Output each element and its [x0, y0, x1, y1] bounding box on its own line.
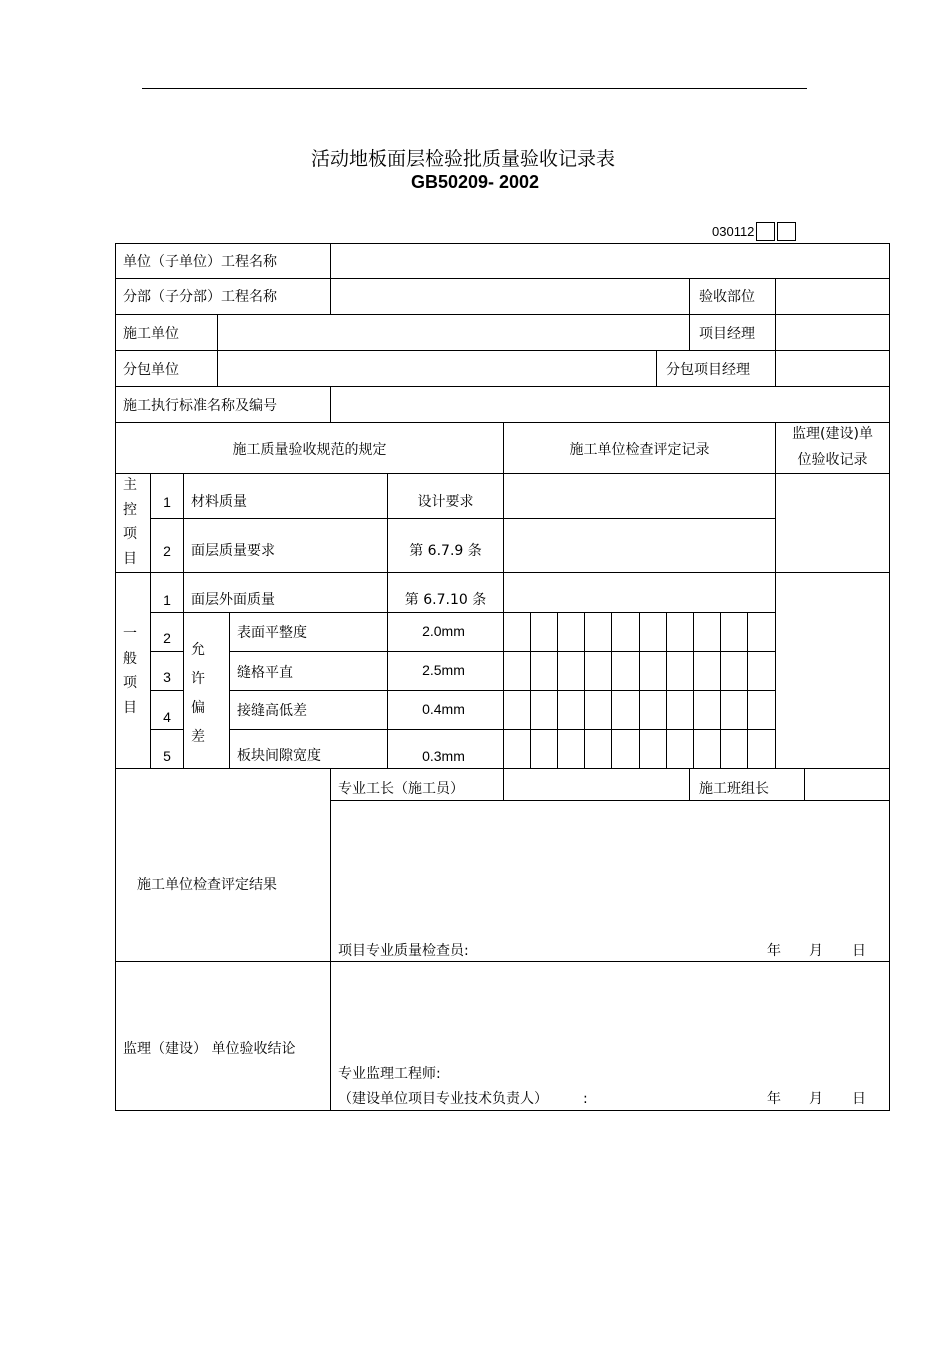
- tolerance-item-no: 4: [163, 709, 171, 725]
- tolerance-item-req: 2.5mm: [422, 662, 465, 678]
- main-control-item-req: 第 6.7.9 条: [409, 543, 482, 559]
- table-line: [330, 800, 890, 801]
- table-line: [115, 243, 116, 1111]
- table-line: [720, 612, 721, 768]
- general-item-no: 1: [163, 592, 171, 608]
- acceptance-part-label: 验收部位: [699, 289, 755, 305]
- table-line: [183, 612, 184, 768]
- table-line: [693, 612, 694, 768]
- table-line: [150, 690, 184, 691]
- tolerance-item-name: 缝格平直: [237, 665, 293, 681]
- owner-rep-signature-label: （建设单位项目专业技术负责人）: [338, 1091, 548, 1107]
- conclusion-month-label: 月: [809, 1091, 823, 1107]
- table-line: [330, 768, 331, 1111]
- table-line: [115, 961, 890, 962]
- table-line: [150, 518, 776, 519]
- tolerance-item-no: 2: [163, 630, 171, 646]
- table-line: [115, 350, 890, 351]
- table-line: [115, 243, 890, 244]
- tolerance-item-no: 3: [163, 669, 171, 685]
- table-line: [150, 612, 776, 613]
- inspection-day-label: 日: [852, 943, 866, 959]
- project-manager-label: 项目经理: [699, 326, 755, 342]
- construction-result-label: 施工单位检查评定结果: [137, 877, 277, 893]
- table-line: [183, 473, 184, 612]
- table-line: [775, 278, 776, 350]
- construction-unit-label: 施工单位: [123, 326, 179, 342]
- table-line: [557, 612, 558, 768]
- general-label: 一 般 项 目: [123, 626, 137, 716]
- foreman-label: 专业工长（施工员）: [338, 781, 464, 797]
- main-control-item-name: 材料质量: [191, 494, 247, 510]
- subcontract-manager-label: 分包项目经理: [666, 362, 750, 378]
- table-line: [330, 243, 331, 314]
- form-code-number: 030112: [712, 223, 755, 239]
- tolerance-item-req: 0.4mm: [422, 701, 465, 717]
- table-line: [611, 612, 612, 768]
- division-project-name-label: 分部（子分部）工程名称: [123, 289, 277, 305]
- supervision-column-header-line2: 位验收记录: [797, 452, 868, 468]
- tolerance-item-no: 5: [163, 748, 171, 764]
- table-line: [775, 350, 776, 386]
- table-line: [775, 422, 776, 768]
- table-line: [804, 768, 805, 800]
- supervision-conclusion-label: 监理（建设） 单位验收结论: [123, 1041, 296, 1057]
- main-control-item-no: 1: [163, 494, 171, 510]
- table-line: [656, 350, 657, 386]
- table-line: [150, 651, 184, 652]
- table-line: [689, 768, 690, 800]
- supervision-column-header-line1: 监理(建设)单: [792, 426, 873, 442]
- unit-project-name-field[interactable]: [332, 245, 888, 277]
- table-line: [530, 612, 531, 768]
- table-line: [115, 278, 890, 279]
- table-line: [666, 612, 667, 768]
- spec-column-header: 施工质量验收规范的规定: [232, 442, 387, 458]
- table-line: [150, 729, 184, 730]
- table-line: [747, 612, 748, 768]
- subcontract-unit-label: 分包单位: [123, 362, 179, 378]
- table-line: [115, 572, 890, 573]
- table-line: [115, 1110, 890, 1111]
- table-line: [503, 422, 504, 768]
- standard-code: GB50209- 2002: [410, 172, 540, 192]
- table-line: [639, 612, 640, 768]
- tolerance-item-name: 接缝高低差: [237, 703, 307, 719]
- unit-project-name-label: 单位（子单位）工程名称: [123, 254, 277, 270]
- table-line: [115, 314, 890, 315]
- tolerance-item-name: 板块间隙宽度: [237, 748, 321, 764]
- general-item-name: 面层外面质量: [191, 592, 275, 608]
- main-control-item-name: 面层质量要求: [191, 543, 275, 559]
- tolerance-item-name: 表面平整度: [237, 625, 307, 641]
- inspection-year-label: 年: [767, 943, 781, 959]
- table-line: [217, 314, 218, 386]
- table-line: [584, 612, 585, 768]
- tolerance-item-req: 0.3mm: [422, 748, 465, 764]
- table-line: [889, 243, 890, 1111]
- team-leader-label: 施工班组长: [699, 781, 769, 797]
- table-line: [115, 386, 890, 387]
- inspection-month-label: 月: [809, 943, 823, 959]
- general-item-req: 第 6.7.10 条: [404, 592, 487, 608]
- engineer-signature-label: 专业监理工程师:: [338, 1066, 441, 1082]
- main-control-item-no: 2: [163, 543, 171, 559]
- main-control-label: 主 控 项 目: [123, 477, 137, 567]
- standard-name-label: 施工执行标准名称及编号: [123, 398, 277, 414]
- tolerance-item-req: 2.0mm: [422, 623, 465, 639]
- check-record-column-header: 施工单位检查评定记录: [569, 442, 710, 458]
- table-line: [503, 768, 504, 800]
- table-line: [330, 386, 331, 422]
- conclusion-day-label: 日: [852, 1091, 866, 1107]
- main-control-item-req: 设计要求: [417, 494, 474, 510]
- table-line: [689, 278, 690, 350]
- owner-rep-colon: :: [583, 1091, 588, 1107]
- conclusion-year-label: 年: [767, 1091, 781, 1107]
- tolerance-label: 允 许 偏 差: [191, 642, 205, 745]
- page-title: 活动地板面层检验批质量验收记录表: [310, 148, 615, 170]
- inspector-signature-label: 项目专业质量检查员:: [338, 943, 469, 959]
- table-line: [229, 612, 230, 768]
